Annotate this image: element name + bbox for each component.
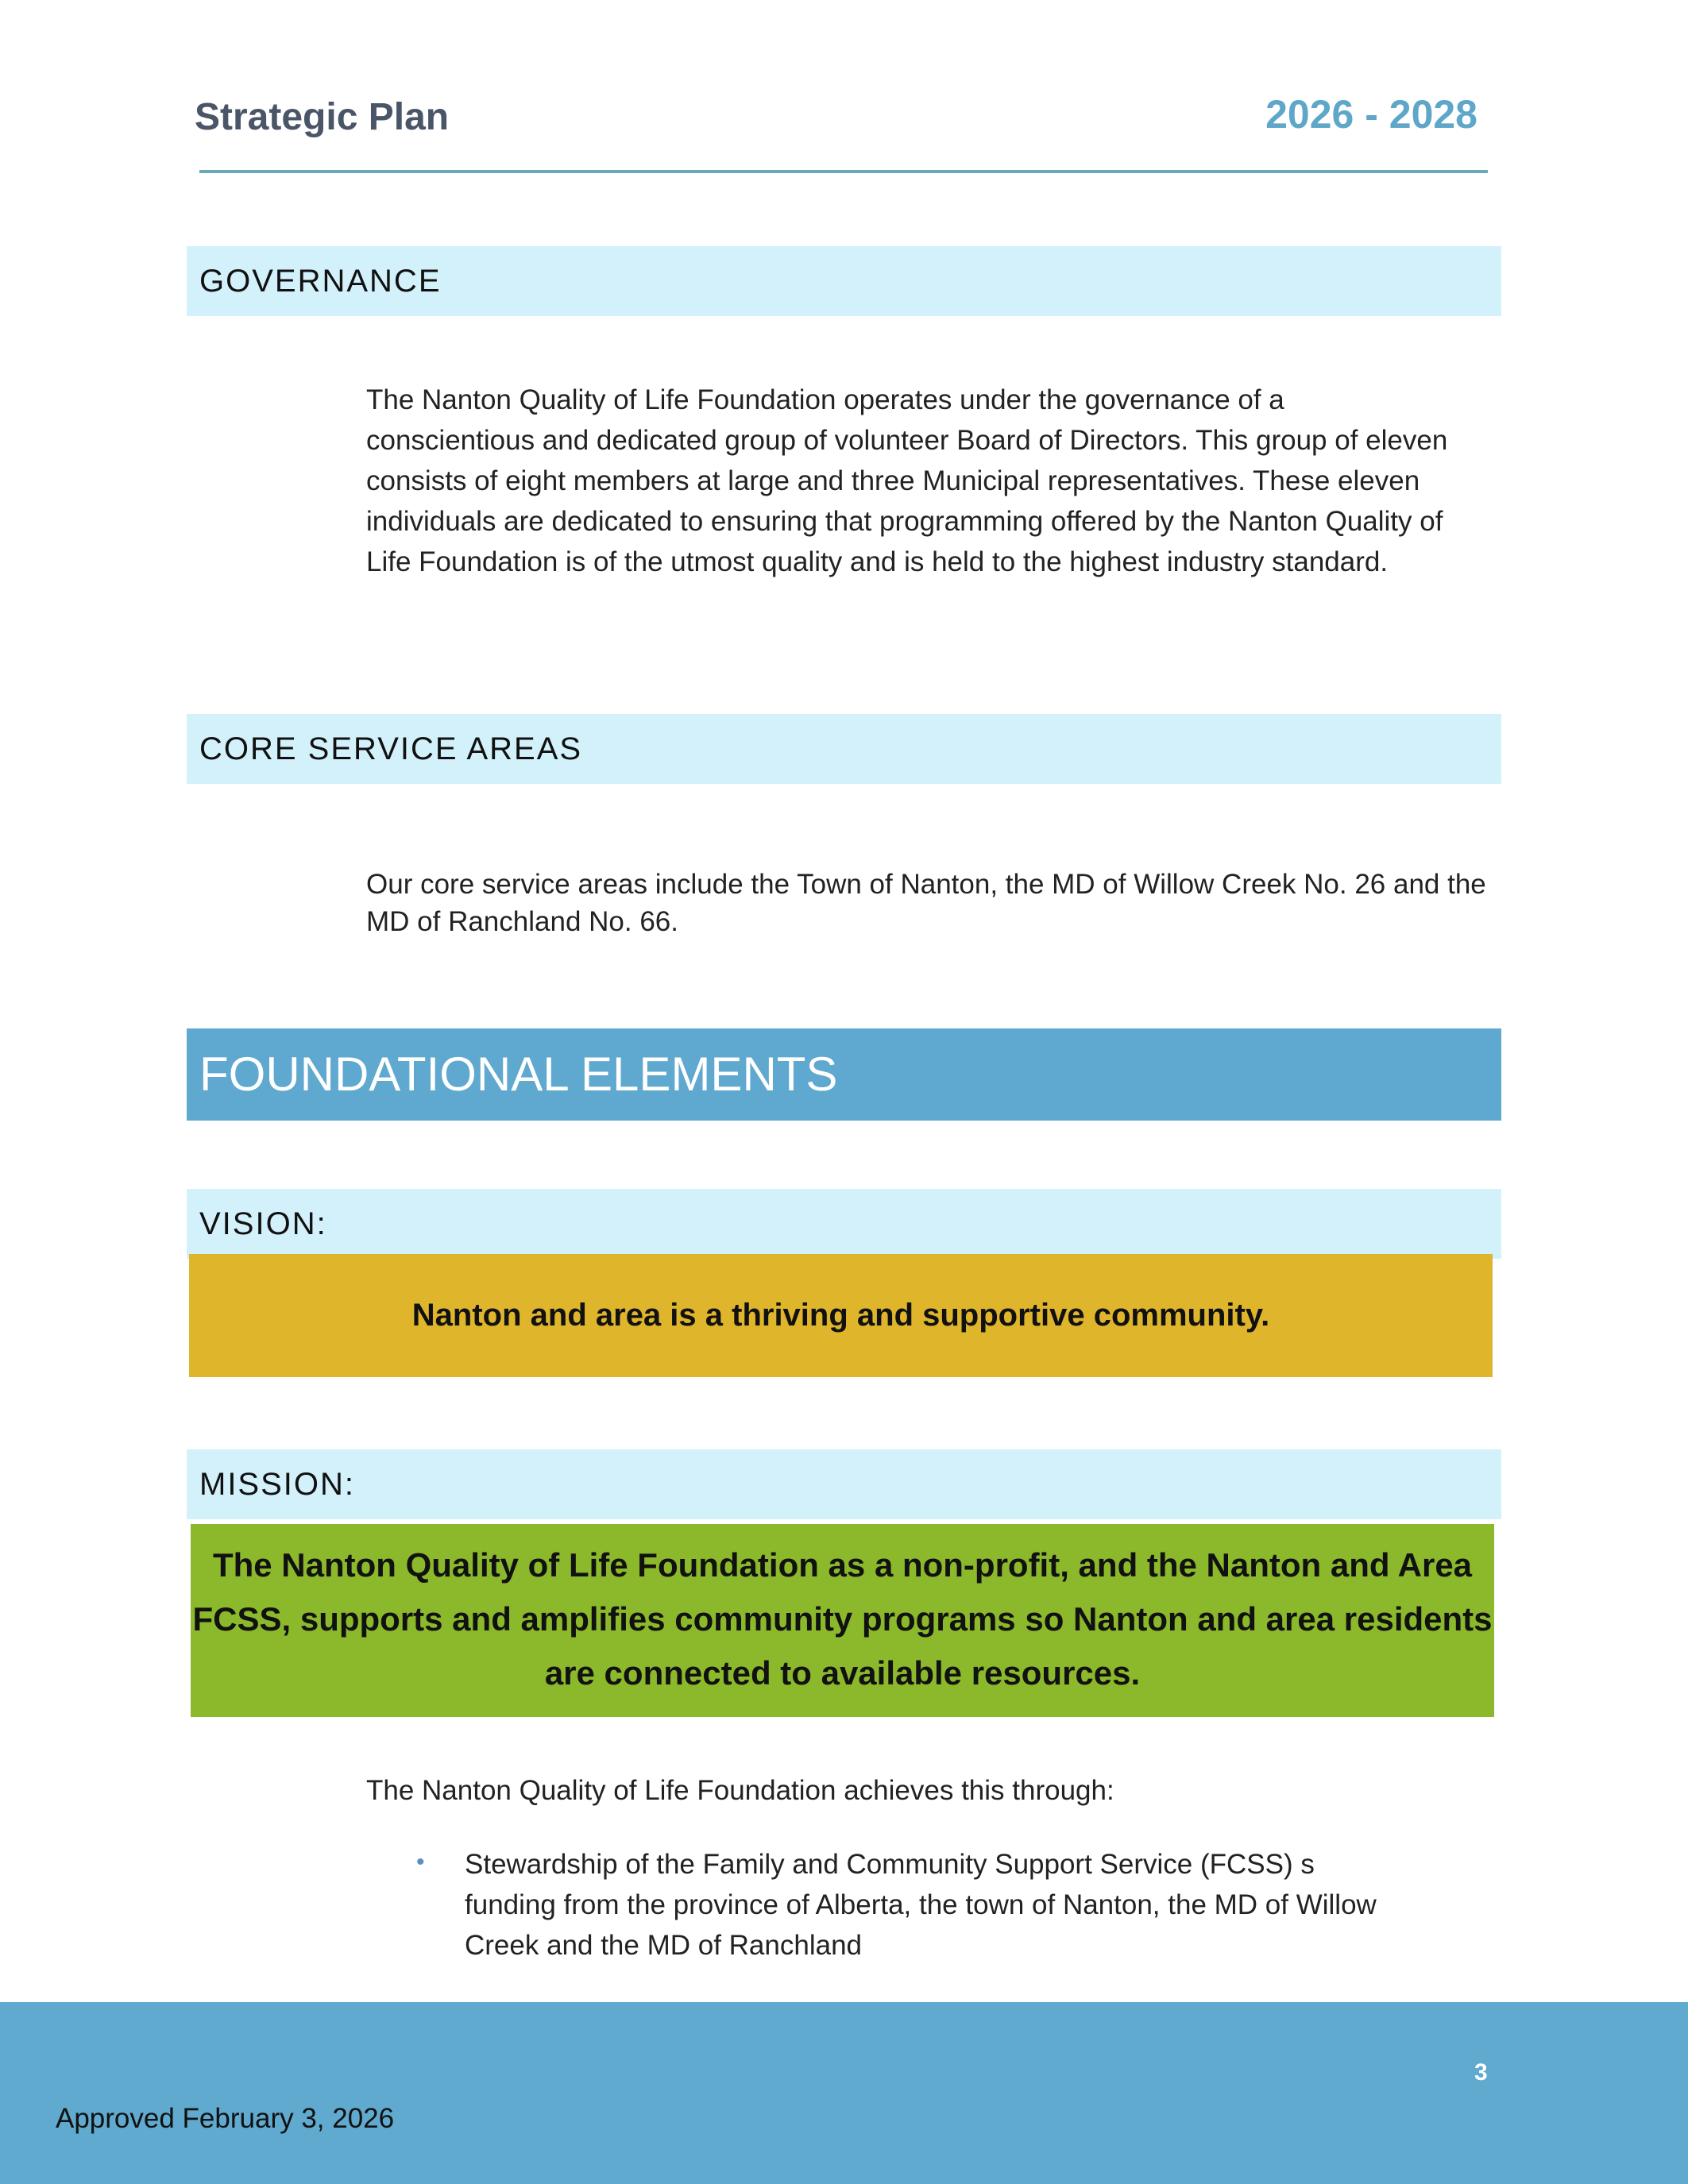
bullet-icon: • bbox=[416, 1849, 425, 1875]
mission-statement: The Nanton Quality of Life Foundation as a non-profit, and the Nanton and Area FCSS, supports and amplifies community programs so Nanton and area residents are connected to available resources. bbox=[191, 1524, 1494, 1717]
achieves-intro: The Nanton Quality of Life Foundation achieves this through: bbox=[366, 1775, 1114, 1806]
core-service-heading: CORE SERVICE AREAS bbox=[187, 714, 1501, 784]
governance-heading: GOVERNANCE bbox=[187, 246, 1501, 316]
approval-date: Approved February 3, 2026 bbox=[56, 2103, 395, 2134]
vision-heading: VISION: bbox=[187, 1189, 1501, 1259]
bullet-item: Stewardship of the Family and Community Support Service (FCSS) s funding from the province of Alberta, the town of Nanton, the MD of Willow Creek and the MD of Ranchland bbox=[465, 1849, 1377, 1961]
plan-years: 2026 - 2028 bbox=[1265, 92, 1477, 137]
vision-statement: Nanton and area is a thriving and supportive community. bbox=[189, 1254, 1493, 1377]
page-number: 3 bbox=[1474, 2059, 1488, 2086]
governance-text: The Nanton Quality of Life Foundation operates under the governance of a conscientious and dedicated group of volunteer Board of Directors. This group of eleven consists of eight members at large and three Municipal representatives. These eleven individuals are dedicated to ensuring that programming offered by the Nanton Quality of Life Foundation is of the utmost quality and is held to the highest industry standard. bbox=[366, 384, 1448, 577]
header-divider bbox=[199, 170, 1488, 173]
core-service-text: Our core service areas include the Town of Nanton, the MD of Willow Creek No. 26 and the MD of Ranchland No. 66. bbox=[366, 869, 1486, 937]
footer-band bbox=[0, 2002, 1688, 2184]
foundational-elements-heading: FOUNDATIONAL ELEMENTS bbox=[187, 1028, 1501, 1121]
mission-heading: MISSION: bbox=[187, 1449, 1501, 1519]
document-title: Strategic Plan bbox=[195, 96, 450, 138]
